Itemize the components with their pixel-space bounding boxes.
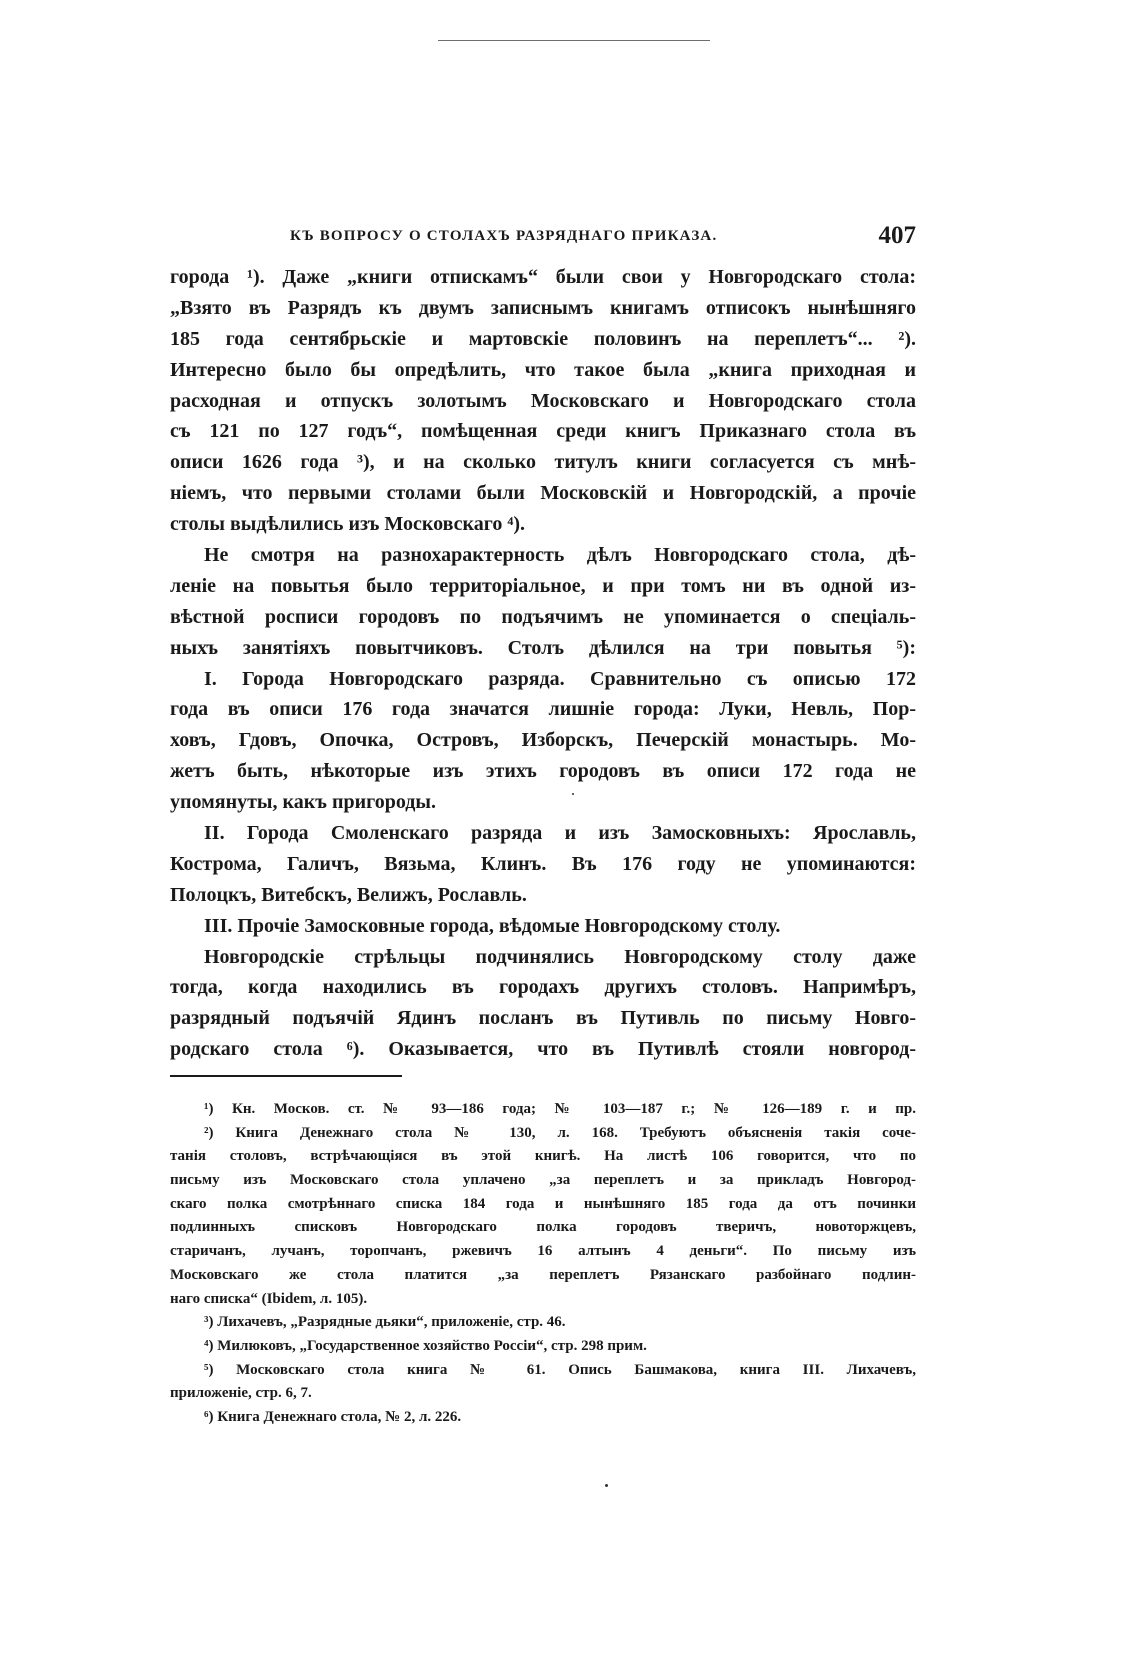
footnote-line: танія столовъ, встрѣчающіяся въ этой книгѣ. На листѣ 106 говорится, что по <box>170 1148 916 1165</box>
text-line: II. Города Смоленскаго разряда и изъ Замосковныхъ: Ярославль, <box>204 822 916 845</box>
body-text <box>170 262 916 1065</box>
running-title: КЪ ВОПРОСУ О СТОЛАХЪ РАЗРЯДНАГО ПРИКАЗА. <box>290 228 718 244</box>
text-line: съ 121 по 127 годъ“, помѣщенная среди книгъ Приказнаго стола въ <box>170 420 916 443</box>
text-line: „Взято въ Разрядъ къ двумъ записнымъ книгамъ отписокъ нынѣшняго <box>170 296 916 319</box>
footnote-line: ⁴) Милюковъ, „Государственное хозяйство Россіи“, стр. 298 прим. <box>204 1337 647 1354</box>
text-line: 185 года сентябрьскіе и мартовскіе половинъ на переплетъ“... ²). <box>170 327 916 350</box>
running-head <box>170 222 916 258</box>
text-line: Не смотря на разнохарактерность дѣлъ Новгородскаго стола, дѣ- <box>204 544 916 567</box>
footnote-line: ²) Книга Денежнаго стола № 130, л. 168. Требуютъ объясненія такія сочe- <box>204 1124 916 1141</box>
text-line: столы выдѣлились изъ Московскаго ⁴). <box>170 513 525 536</box>
text-line: Кострома, Галичъ, Вязьма, Клинъ. Въ 176 году не упоминаются: <box>170 852 916 875</box>
text-line: родскаго стола ⁶). Оказывается, что въ Путивлѣ стояли новгород- <box>170 1038 916 1061</box>
text-line: леніе на повытья было территоріальное, и при томъ ни въ одной из- <box>170 574 916 597</box>
footnotes <box>170 1098 916 1430</box>
footnote-line: наго списка“ (Ibidem, л. 105). <box>170 1290 368 1307</box>
text-line: ныхъ занятіяхъ повытчиковъ. Столъ дѣлился на три повытья ⁵): <box>170 636 916 659</box>
text-line: года въ описи 176 года значатся лишніе города: Луки, Невль, Пор- <box>170 698 916 721</box>
footnote-line: ¹) Кн. Москов. ст. № 93—186 года; № 103—187 г.; № 126—189 г. и пр. <box>204 1101 916 1117</box>
footnote-line: ⁵) Московскаго стола книга № 61. Опись Башмакова, книга III. Лихачевъ, <box>204 1361 916 1378</box>
footnote-line: письму изъ Московскаго стола уплачено „за переплетъ и за прикладъ Новгород- <box>170 1172 916 1189</box>
footnote-line: ⁶) Книга Денежнаго стола, № 2, л. 226. <box>204 1408 462 1425</box>
text-line: города ¹). Даже „книги отпискамъ“ были свои у Новгородскаго стола: <box>170 266 916 288</box>
text-line: жетъ быть, нѣкоторые изъ этихъ городовъ въ описи 172 года не <box>170 760 916 783</box>
text-line: Интересно было бы опредѣлить, что такое была „книга приходная и <box>170 358 916 381</box>
text-line: тогда, когда находились въ городахъ другихъ столовъ. Напримѣръ, <box>170 976 916 999</box>
text-line: ніемъ, что первыми столами были Московскій и Новгородскій, а прочіе <box>170 482 916 505</box>
scan-artifact-line <box>438 40 710 41</box>
footnote-rule <box>170 1075 402 1077</box>
text-line: описи 1626 года ³), и на сколько титулъ книги согласуется съ мнѣ- <box>170 451 916 474</box>
text-line: Новгородскіе стрѣльцы подчинялись Новгородскому столу даже <box>204 945 916 968</box>
text-line: упомянуты, какъ пригороды. <box>170 791 436 814</box>
text-line: ховъ, Гдовъ, Опочка, Островъ, Изборскъ, Печерскій монастырь. Мо- <box>170 729 916 752</box>
scan-speck <box>572 793 574 795</box>
text-line: I. Города Новгородскаго разряда. Сравнительно съ описью 172 <box>204 667 916 690</box>
footnote-line: Московскаго же стола платится „за переплетъ Рязанскаго разбойнаго подлин- <box>170 1266 916 1283</box>
text-line: разрядный подъячій Ядинъ посланъ въ Путивль по письму Новго- <box>170 1007 916 1030</box>
text-line: III. Прочіе Замосковные города, вѣдомые Новгородскому столу. <box>204 914 781 937</box>
footnote-line: подлинныхъ списковъ Новгородскаго полка городовъ тверичъ, новоторжцевъ, <box>170 1219 916 1236</box>
scan-speck <box>605 1484 608 1487</box>
text-line: Полоцкъ, Витебскъ, Велижъ, Рославль. <box>170 883 527 906</box>
footnote-line: скаго полка смотрѣннаго списка 184 года и нынѣшняго 185 года да отъ починки <box>170 1195 916 1212</box>
text-line: вѣстной росписи городовъ по подъячимъ не упоминается о спеціаль- <box>170 605 916 628</box>
page-number: 407 <box>878 222 916 249</box>
text-line: расходная и отпускъ золотымъ Московскаго и Новгородскаго стола <box>170 389 916 412</box>
footnote-line: старичанъ, лучанъ, торопчанъ, ржевичъ 16 алтынъ 4 деньги“. По письму изъ <box>170 1243 916 1260</box>
footnote-line: ³) Лихачевъ, „Разрядные дьяки“, приложеніе, стр. 46. <box>204 1314 566 1331</box>
footnote-line: приложеніе, стр. 6, 7. <box>170 1385 312 1402</box>
